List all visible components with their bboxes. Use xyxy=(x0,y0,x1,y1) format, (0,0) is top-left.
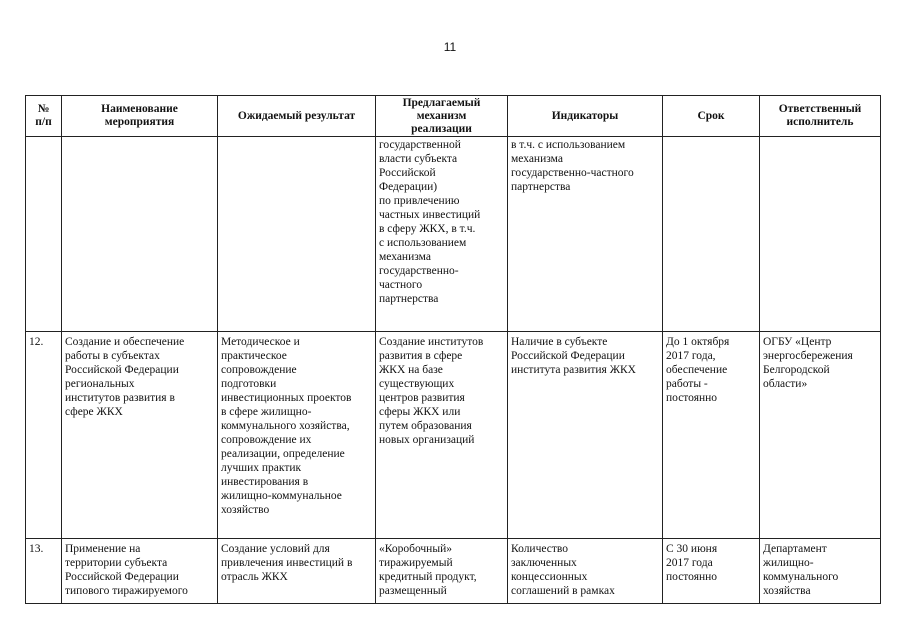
cell-name xyxy=(62,137,218,332)
cell-expected-result: Создание условий для привлечения инвестиций в отрасль ЖКХ xyxy=(218,539,376,604)
header-mechanism: Предлагаемый механизм реализации xyxy=(376,96,508,137)
cell-number xyxy=(26,137,62,332)
header-deadline: Срок xyxy=(663,96,760,137)
header-responsible: Ответственный исполнитель xyxy=(760,96,881,137)
cell-deadline: До 1 октября 2017 года, обеспечение работы - постоянно xyxy=(663,332,760,539)
cell-deadline xyxy=(663,137,760,332)
header-expected-result: Ожидаемый результат xyxy=(218,96,376,137)
cell-mechanism: Создание институтов развития в сфере ЖКХ на базе существующих центров развития сферы ЖКХ или путем образования новых организаций xyxy=(376,332,508,539)
cell-mechanism: «Коробочный» тиражируемый кредитный продукт, размещенный xyxy=(376,539,508,604)
cell-indicators: Количество заключенных концессионных соглашений в рамках xyxy=(508,539,663,604)
page-number: 11 xyxy=(443,40,457,54)
header-number: № п/п xyxy=(26,96,62,137)
cell-number: 12. xyxy=(26,332,62,539)
cell-number: 13. xyxy=(26,539,62,604)
cell-mechanism: государственной власти субъекта Российской Федерации) по привлечению частных инвестиций в сферу ЖКХ, в т.ч. с использованием механизма государственно- частного партнерства xyxy=(376,137,508,332)
table-row xyxy=(26,332,881,539)
table-row xyxy=(26,539,881,604)
cell-responsible xyxy=(760,137,881,332)
cell-expected-result xyxy=(218,137,376,332)
header-name: Наименование мероприятия xyxy=(62,96,218,137)
cell-responsible: ОГБУ «Центр энергосбережения Белгородской области» xyxy=(760,332,881,539)
measures-table xyxy=(25,95,881,604)
cell-expected-result: Методическое и практическое сопровождение подготовки инвестиционных проектов в сфере жилищно- коммунального хозяйства, сопровождение их реализации, определение лучших практик инвестирования в жилищно-коммунальное хозяйство xyxy=(218,332,376,539)
table-row xyxy=(26,137,881,332)
cell-name: Создание и обеспечение работы в субъектах Российской Федерации региональных институтов развития в сфере ЖКХ xyxy=(62,332,218,539)
header-indicators: Индикаторы xyxy=(508,96,663,137)
cell-deadline: С 30 июня 2017 года постоянно xyxy=(663,539,760,604)
cell-name: Применение на территории субъекта Российской Федерации типового тиражируемого xyxy=(62,539,218,604)
cell-indicators: Наличие в субъекте Российской Федерации института развития ЖКХ xyxy=(508,332,663,539)
table-header-row xyxy=(26,96,881,137)
cell-responsible: Департамент жилищно- коммунального хозяйства xyxy=(760,539,881,604)
cell-indicators: в т.ч. с использованием механизма государственно-частного партнерства xyxy=(508,137,663,332)
